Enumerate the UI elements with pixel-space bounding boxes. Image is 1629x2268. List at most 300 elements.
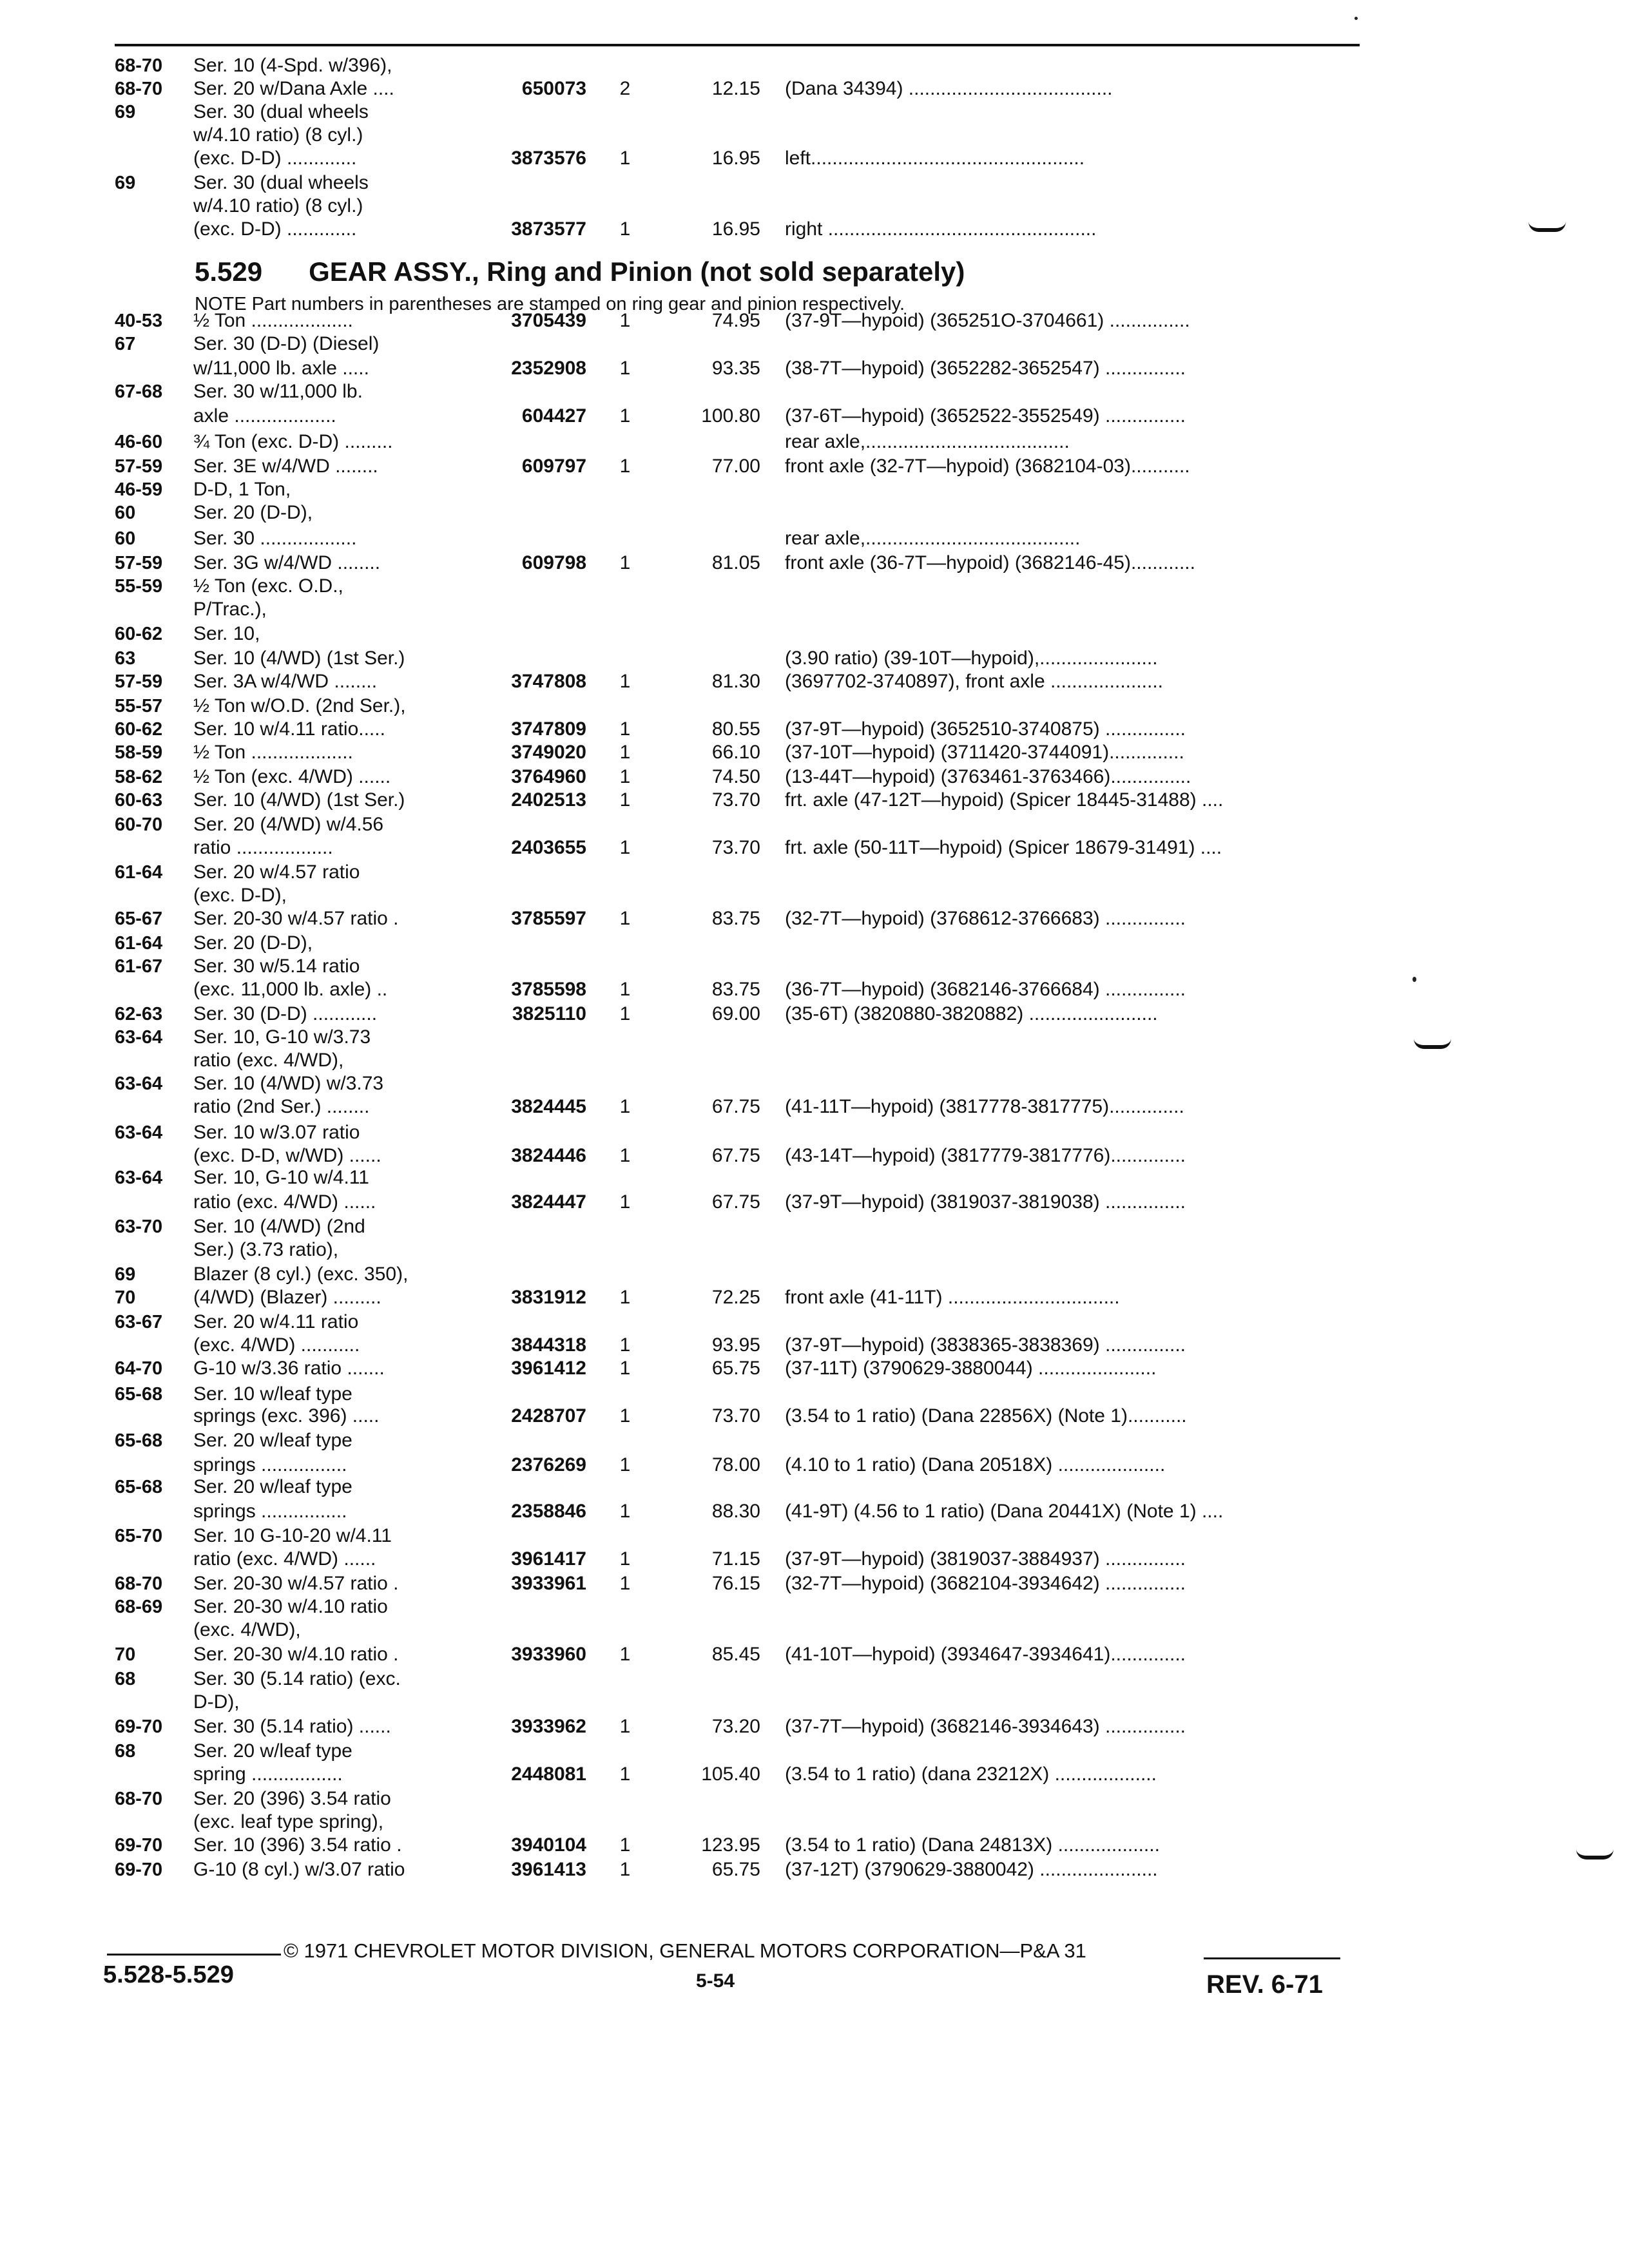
table-row xyxy=(0,1858,1629,1881)
table-row xyxy=(0,1003,1629,1026)
application-note: (Dana 34394) ...................................... xyxy=(785,78,1113,99)
scan-speck xyxy=(1354,17,1358,20)
part-number: 650073 xyxy=(521,78,586,99)
quantity: 1 xyxy=(619,908,631,929)
table-row xyxy=(0,741,1629,764)
table-row xyxy=(0,1500,1629,1523)
description: G-10 w/3.36 ratio ....... xyxy=(193,1358,385,1379)
table-row xyxy=(0,332,1629,356)
quantity: 1 xyxy=(619,1763,631,1785)
description: Ser. 30 (5.14 ratio) (exc. xyxy=(193,1668,401,1689)
description: Ser. 20 (D-D), xyxy=(193,502,313,523)
model-years: 69 xyxy=(115,1264,136,1285)
model-years: 65-70 xyxy=(115,1526,163,1546)
description: Ser. 20 w/Dana Axle .... xyxy=(193,78,394,99)
price: 65.75 xyxy=(711,1358,760,1379)
table-row xyxy=(0,1026,1629,1049)
price: 100.80 xyxy=(701,405,760,427)
description: Ser. 30 w/5.14 ratio xyxy=(193,956,360,977)
description: Ser. 3A w/4/WD ........ xyxy=(193,671,378,692)
description: Ser. 20 (396) 3.54 ratio xyxy=(193,1788,391,1809)
application-note: (37-9T—hypoid) (3652510-3740875) ............... xyxy=(785,718,1186,740)
part-number: 2428707 xyxy=(511,1405,586,1427)
model-years: 67 xyxy=(115,334,136,354)
description: spring ................. xyxy=(193,1763,343,1785)
part-number: 3961412 xyxy=(511,1358,586,1379)
application-note: (32-7T—hypoid) (3682104-3934642) ............... xyxy=(785,1573,1186,1594)
table-row xyxy=(0,124,1629,147)
price: 67.75 xyxy=(711,1096,760,1117)
table-row xyxy=(0,718,1629,741)
description: w/11,000 lb. axle ..... xyxy=(193,358,369,379)
quantity: 1 xyxy=(619,837,631,858)
description: Ser. 20 w/4.11 ratio xyxy=(193,1311,359,1332)
table-row xyxy=(0,1548,1629,1571)
table-row xyxy=(0,1667,1629,1691)
description: Ser. 20 w/leaf type xyxy=(193,1740,352,1762)
top-rule xyxy=(115,44,1360,46)
model-years: 61-67 xyxy=(115,956,163,977)
table-row xyxy=(0,1619,1629,1642)
description: ½ Ton (exc. O.D., xyxy=(193,575,343,597)
application-note: (37-9T—hypoid) (3819037-3819038) ............... xyxy=(785,1191,1186,1213)
price: 83.75 xyxy=(711,979,760,1000)
table-row xyxy=(0,101,1629,124)
part-number: 3961413 xyxy=(511,1859,586,1880)
table-row xyxy=(0,1763,1629,1786)
application-note: (35-6T) (3820880-3820882) ........................ xyxy=(785,1003,1158,1024)
section-title: GEAR ASSY., Ring and Pinion (not sold separately) xyxy=(309,256,965,287)
table-row xyxy=(0,218,1629,241)
table-row xyxy=(0,1691,1629,1714)
description: Ser. 10, G-10 w/4.11 xyxy=(193,1167,369,1188)
description: ½ Ton w/O.D. (2nd Ser.), xyxy=(193,695,406,716)
description: (exc. 11,000 lb. axle) .. xyxy=(193,979,388,1000)
model-years: 63-70 xyxy=(115,1216,163,1237)
model-years: 63-64 xyxy=(115,1168,163,1188)
price: 16.95 xyxy=(711,148,760,169)
model-years: 63-64 xyxy=(115,1073,163,1094)
price: 73.20 xyxy=(711,1716,760,1737)
description: (exc. D-D), xyxy=(193,885,287,906)
application-note: (13-44T—hypoid) (3763461-3763466)............... xyxy=(785,766,1191,787)
quantity: 1 xyxy=(619,1334,631,1356)
application-note: (37-10T—hypoid) (3711420-3744091).............. xyxy=(785,742,1184,763)
description: w/4.10 ratio) (8 cyl.) xyxy=(193,124,363,146)
description: ratio (2nd Ser.) ........ xyxy=(193,1096,370,1117)
description: springs ................ xyxy=(193,1454,347,1475)
quantity: 1 xyxy=(619,1548,631,1570)
price: 66.10 xyxy=(711,742,760,763)
application-note: (41-9T) (4.56 to 1 ratio) (Dana 20441X) (Note 1) .... xyxy=(785,1501,1224,1522)
model-years: 60-62 xyxy=(115,624,163,644)
quantity: 1 xyxy=(619,552,631,573)
description: Ser. 20-30 w/4.10 ratio xyxy=(193,1596,388,1617)
model-years: 69-70 xyxy=(115,1716,163,1737)
description: Ser. 10 w/4.11 ratio..... xyxy=(193,718,385,740)
table-row xyxy=(0,195,1629,218)
quantity: 1 xyxy=(619,405,631,427)
part-number: 3824446 xyxy=(511,1145,586,1166)
description: w/4.10 ratio) (8 cyl.) xyxy=(193,195,363,216)
model-years: 65-67 xyxy=(115,908,163,929)
table-row xyxy=(0,1383,1629,1406)
table-row xyxy=(0,1834,1629,1857)
table-row xyxy=(0,171,1629,195)
table-row xyxy=(0,1811,1629,1834)
part-number: 2448081 xyxy=(511,1763,586,1785)
table-row xyxy=(0,1144,1629,1168)
table-row xyxy=(0,1121,1629,1144)
description: Ser. 20 w/leaf type xyxy=(193,1476,352,1497)
quantity: 1 xyxy=(619,766,631,787)
price: 74.95 xyxy=(711,310,760,331)
price: 81.05 xyxy=(711,552,760,573)
part-number: 2376269 xyxy=(511,1454,586,1475)
description: Ser. 20-30 w/4.57 ratio . xyxy=(193,1573,399,1594)
model-years: 61-64 xyxy=(115,862,163,883)
model-years: 60-62 xyxy=(115,719,163,740)
table-row xyxy=(0,789,1629,812)
application-note: (37-7T—hypoid) (3682146-3934643) ............... xyxy=(785,1716,1186,1737)
description: ½ Ton ................... xyxy=(193,310,353,331)
model-years: 69-70 xyxy=(115,1835,163,1856)
table-row xyxy=(0,357,1629,380)
model-years: 60 xyxy=(115,503,136,523)
description: ½ Ton ................... xyxy=(193,742,353,763)
description: Ser. 30 (dual wheels xyxy=(193,172,369,193)
description: G-10 (8 cyl.) w/3.07 ratio xyxy=(193,1859,405,1880)
application-note: (3.54 to 1 ratio) (Dana 24813X) ................... xyxy=(785,1834,1160,1856)
table-row xyxy=(0,861,1629,884)
price: 83.75 xyxy=(711,908,760,929)
table-row xyxy=(0,1454,1629,1477)
table-row xyxy=(0,54,1629,77)
application-note: frt. axle (50-11T—hypoid) (Spicer 18679-31491) .... xyxy=(785,837,1222,858)
table-row xyxy=(0,527,1629,550)
description: Ser. 20 w/leaf type xyxy=(193,1430,352,1451)
application-note: rear axle,...................................... xyxy=(785,431,1070,452)
table-row xyxy=(0,1740,1629,1763)
footer-revision: REV. 6-71 xyxy=(1206,1970,1323,1999)
price: 74.50 xyxy=(711,766,760,787)
description: (exc. 4/WD) ........... xyxy=(193,1334,360,1356)
part-number: 3933962 xyxy=(511,1716,586,1737)
description: Ser. 10 (4/WD) (1st Ser.) xyxy=(193,789,405,811)
price: 76.15 xyxy=(711,1573,760,1594)
part-number: 2352908 xyxy=(511,358,586,379)
model-years: 62-63 xyxy=(115,1004,163,1024)
description: ¾ Ton (exc. D-D) ......... xyxy=(193,431,393,452)
section-heading xyxy=(195,256,965,287)
model-years: 68-69 xyxy=(115,1597,163,1617)
price: 93.35 xyxy=(711,358,760,379)
description: axle ................... xyxy=(193,405,336,427)
model-years: 60-63 xyxy=(115,790,163,811)
application-note: (43-14T—hypoid) (3817779-3817776).............. xyxy=(785,1145,1186,1166)
model-years: 57-59 xyxy=(115,456,163,477)
part-number: 3961417 xyxy=(511,1548,586,1570)
description: ½ Ton (exc. 4/WD) ...... xyxy=(193,766,391,787)
description: Ser. 10 (4/WD) w/3.73 xyxy=(193,1073,384,1094)
part-number: 3785597 xyxy=(511,908,586,929)
table-row xyxy=(0,1238,1629,1262)
table-row xyxy=(0,1787,1629,1811)
table-row xyxy=(0,1215,1629,1238)
part-number: 3824447 xyxy=(511,1191,586,1213)
application-note: (41-11T—hypoid) (3817778-3817775).............. xyxy=(785,1096,1184,1117)
table-row xyxy=(0,978,1629,1001)
description: P/Trac.), xyxy=(193,599,267,620)
quantity: 1 xyxy=(619,1454,631,1475)
quantity: 1 xyxy=(619,148,631,169)
application-note: (32-7T—hypoid) (3768612-3766683) ............... xyxy=(785,908,1186,929)
model-years: 69-70 xyxy=(115,1860,163,1880)
quantity: 1 xyxy=(619,1716,631,1737)
price: 12.15 xyxy=(711,78,760,99)
description: Ser. 3E w/4/WD ........ xyxy=(193,456,378,477)
description: (exc. 4/WD), xyxy=(193,1619,301,1640)
description: Ser. 30 w/11,000 lb. xyxy=(193,381,363,402)
quantity: 1 xyxy=(619,1834,631,1856)
application-note: (38-7T—hypoid) (3652282-3652547) ............... xyxy=(785,358,1186,379)
part-number: 3933961 xyxy=(511,1573,586,1594)
application-note: (36-7T—hypoid) (3682146-3766684) ............... xyxy=(785,979,1186,1000)
model-years: 63-64 xyxy=(115,1122,163,1143)
table-row xyxy=(0,575,1629,598)
quantity: 1 xyxy=(619,979,631,1000)
footer-copyright: © 1971 CHEVROLET MOTOR DIVISION, GENERAL MOTORS CORPORATION—P&A 31 xyxy=(284,1939,1086,1962)
description: Ser. 30 .................. xyxy=(193,528,357,549)
table-row xyxy=(0,147,1629,170)
price: 73.70 xyxy=(711,1405,760,1427)
price: 69.00 xyxy=(711,1003,760,1024)
part-number: 3747808 xyxy=(511,671,586,692)
table-row xyxy=(0,478,1629,501)
quantity: 1 xyxy=(619,1191,631,1213)
description: Ser. 10 G-10-20 w/4.11 xyxy=(193,1525,392,1546)
application-note: front axle (41-11T) ................................ xyxy=(785,1287,1120,1308)
model-years: 70 xyxy=(115,1644,136,1665)
model-years: 63-64 xyxy=(115,1027,163,1048)
table-row xyxy=(0,1049,1629,1072)
table-row xyxy=(0,932,1629,955)
model-years: 68-70 xyxy=(115,1573,163,1594)
model-years: 60-70 xyxy=(115,814,163,835)
model-years: 57-59 xyxy=(115,553,163,573)
table-row xyxy=(0,1095,1629,1119)
table-row xyxy=(0,1263,1629,1286)
model-years: 63 xyxy=(115,648,136,669)
description: Ser. 20 (4/WD) w/4.56 xyxy=(193,814,384,835)
part-number: 2403655 xyxy=(511,837,586,858)
table-row xyxy=(0,955,1629,978)
description: Ser. 20-30 w/4.10 ratio . xyxy=(193,1644,399,1665)
table-row xyxy=(0,380,1629,403)
application-note: (37-9T—hypoid) (365251O-3704661) ............... xyxy=(785,310,1190,331)
price: 73.70 xyxy=(711,837,760,858)
table-row xyxy=(0,907,1629,930)
price: 78.00 xyxy=(711,1454,760,1475)
quantity: 1 xyxy=(619,310,631,331)
application-note: front axle (32-7T—hypoid) (3682104-03)........... xyxy=(785,456,1190,477)
description: D-D), xyxy=(193,1691,240,1713)
table-row xyxy=(0,647,1629,670)
section-number: 5.529 xyxy=(195,256,263,287)
table-row xyxy=(0,670,1629,693)
model-years: 69 xyxy=(115,173,136,193)
table-row xyxy=(0,77,1629,101)
part-number: 3749020 xyxy=(511,742,586,763)
model-years: 65-68 xyxy=(115,1477,163,1497)
part-number: 3764960 xyxy=(511,766,586,787)
description: Blazer (8 cyl.) (exc. 350), xyxy=(193,1264,409,1285)
description: ratio (exc. 4/WD), xyxy=(193,1050,344,1071)
section-note: NOTE Part numbers in parentheses are stamped on ring gear and pinion respectively. xyxy=(195,294,905,314)
description: ratio (exc. 4/WD) ...... xyxy=(193,1548,376,1570)
application-note: (4.10 to 1 ratio) (Dana 20518X) .................... xyxy=(785,1454,1166,1475)
description: springs (exc. 396) ..... xyxy=(193,1405,380,1427)
application-note: (3.54 to 1 ratio) (dana 23212X) ................... xyxy=(785,1763,1157,1785)
model-years: 55-57 xyxy=(115,696,163,716)
description: Ser. 10 (4/WD) (1st Ser.) xyxy=(193,648,405,669)
table-row xyxy=(0,1357,1629,1380)
description: Ser. 30 (D-D) ............ xyxy=(193,1003,378,1024)
table-row xyxy=(0,1572,1629,1595)
application-note: (3.90 ratio) (39-10T—hypoid),...................... xyxy=(785,648,1158,669)
part-number: 3844318 xyxy=(511,1334,586,1356)
quantity: 1 xyxy=(619,1859,631,1880)
price: 67.75 xyxy=(711,1191,760,1213)
quantity: 1 xyxy=(619,1501,631,1522)
model-years: 55-59 xyxy=(115,576,163,597)
application-note: (41-10T—hypoid) (3934647-3934641).............. xyxy=(785,1644,1186,1665)
description: Ser. 10 w/3.07 ratio xyxy=(193,1122,360,1143)
model-years: 68-70 xyxy=(115,1789,163,1809)
quantity: 1 xyxy=(619,1003,631,1024)
quantity: 1 xyxy=(619,1405,631,1427)
model-years: 65-68 xyxy=(115,1384,163,1405)
price: 80.55 xyxy=(711,718,760,740)
model-years: 65-68 xyxy=(115,1430,163,1451)
quantity: 2 xyxy=(619,78,631,99)
application-note: (37-12T) (3790629-3880042) ...................... xyxy=(785,1859,1158,1880)
model-years: 60 xyxy=(115,528,136,549)
application-note: (37-11T) (3790629-3880044) ...................... xyxy=(785,1358,1157,1379)
part-number: 604427 xyxy=(521,405,586,427)
application-note: left................................................... xyxy=(785,148,1085,169)
table-row xyxy=(0,1334,1629,1357)
part-number: 609797 xyxy=(521,456,586,477)
footer-rule-right xyxy=(1204,1957,1340,1959)
description: Ser. 30 (D-D) (Diesel) xyxy=(193,333,380,354)
table-row xyxy=(0,1191,1629,1214)
application-note: (37-9T—hypoid) (3819037-3884937) ............... xyxy=(785,1548,1186,1570)
table-row xyxy=(0,405,1629,428)
price: 85.45 xyxy=(711,1644,760,1665)
table-row xyxy=(0,1072,1629,1095)
model-years: 46-60 xyxy=(115,432,163,452)
table-row xyxy=(0,765,1629,789)
table-row xyxy=(0,622,1629,646)
model-years: 68 xyxy=(115,1741,136,1762)
price: 93.95 xyxy=(711,1334,760,1356)
quantity: 1 xyxy=(619,1358,631,1379)
part-number: 2402513 xyxy=(511,789,586,811)
description: ratio (exc. 4/WD) ...... xyxy=(193,1191,376,1213)
description: springs ................ xyxy=(193,1501,347,1522)
description: Ser. 10, xyxy=(193,623,260,644)
footer-section-range: 5.528-5.529 xyxy=(103,1961,234,1988)
part-number: 3873577 xyxy=(511,218,586,240)
table-row xyxy=(0,1643,1629,1666)
part-number: 3825110 xyxy=(512,1003,586,1024)
table-row xyxy=(0,1286,1629,1309)
price: 88.30 xyxy=(711,1501,760,1522)
table-row xyxy=(0,695,1629,718)
description: (4/WD) (Blazer) ......... xyxy=(193,1287,381,1308)
application-note: right .................................................. xyxy=(785,218,1097,240)
part-number: 609798 xyxy=(521,552,586,573)
price: 67.75 xyxy=(711,1145,760,1166)
quantity: 1 xyxy=(619,1644,631,1665)
quantity: 1 xyxy=(619,1145,631,1166)
quantity: 1 xyxy=(619,218,631,240)
model-years: 68-70 xyxy=(115,55,163,76)
model-years: 40-53 xyxy=(115,311,163,331)
application-note: front axle (36-7T—hypoid) (3682146-45)............ xyxy=(785,552,1195,573)
quantity: 1 xyxy=(619,1573,631,1594)
model-years: 63-67 xyxy=(115,1312,163,1332)
table-row xyxy=(0,598,1629,621)
footer-rule-left xyxy=(107,1954,281,1956)
description: Ser. 20-30 w/4.57 ratio . xyxy=(193,908,399,929)
application-note: frt. axle (47-12T—hypoid) (Spicer 18445-31488) .... xyxy=(785,789,1224,811)
application-note: (37-6T—hypoid) (3652522-3552549) ............... xyxy=(785,405,1186,427)
table-row xyxy=(0,1429,1629,1452)
description: Ser. 20 (D-D), xyxy=(193,932,313,954)
application-note: (3.54 to 1 ratio) (Dana 22856X) (Note 1)........... xyxy=(785,1405,1187,1427)
table-row xyxy=(0,884,1629,907)
part-number: 3933960 xyxy=(511,1644,586,1665)
price: 81.30 xyxy=(711,671,760,692)
description: (exc. leaf type spring), xyxy=(193,1811,384,1832)
description: Ser. 20 w/4.57 ratio xyxy=(193,861,360,883)
table-row xyxy=(0,1475,1629,1499)
description: (exc. D-D) ............. xyxy=(193,218,357,240)
quantity: 1 xyxy=(619,1096,631,1117)
model-years: 68 xyxy=(115,1669,136,1689)
price: 105.40 xyxy=(701,1763,760,1785)
description: Ser.) (3.73 ratio), xyxy=(193,1239,339,1260)
table-row xyxy=(0,1595,1629,1619)
description: Ser. 10 (4-Spd. w/396), xyxy=(193,55,392,76)
price: 73.70 xyxy=(711,789,760,811)
part-number: 2358846 xyxy=(511,1501,586,1522)
description: Ser. 10 (396) 3.54 ratio . xyxy=(193,1834,402,1856)
table-row xyxy=(0,1166,1629,1189)
quantity: 1 xyxy=(619,358,631,379)
model-years: 64-70 xyxy=(115,1358,163,1379)
price: 123.95 xyxy=(701,1834,760,1856)
model-years: 61-64 xyxy=(115,933,163,954)
description: Ser. 30 (dual wheels xyxy=(193,101,369,122)
part-number: 3940104 xyxy=(511,1834,586,1856)
table-row xyxy=(0,552,1629,575)
model-years: 58-59 xyxy=(115,742,163,763)
application-note: (3697702-3740897), front axle ..................... xyxy=(785,671,1163,692)
price: 16.95 xyxy=(711,218,760,240)
